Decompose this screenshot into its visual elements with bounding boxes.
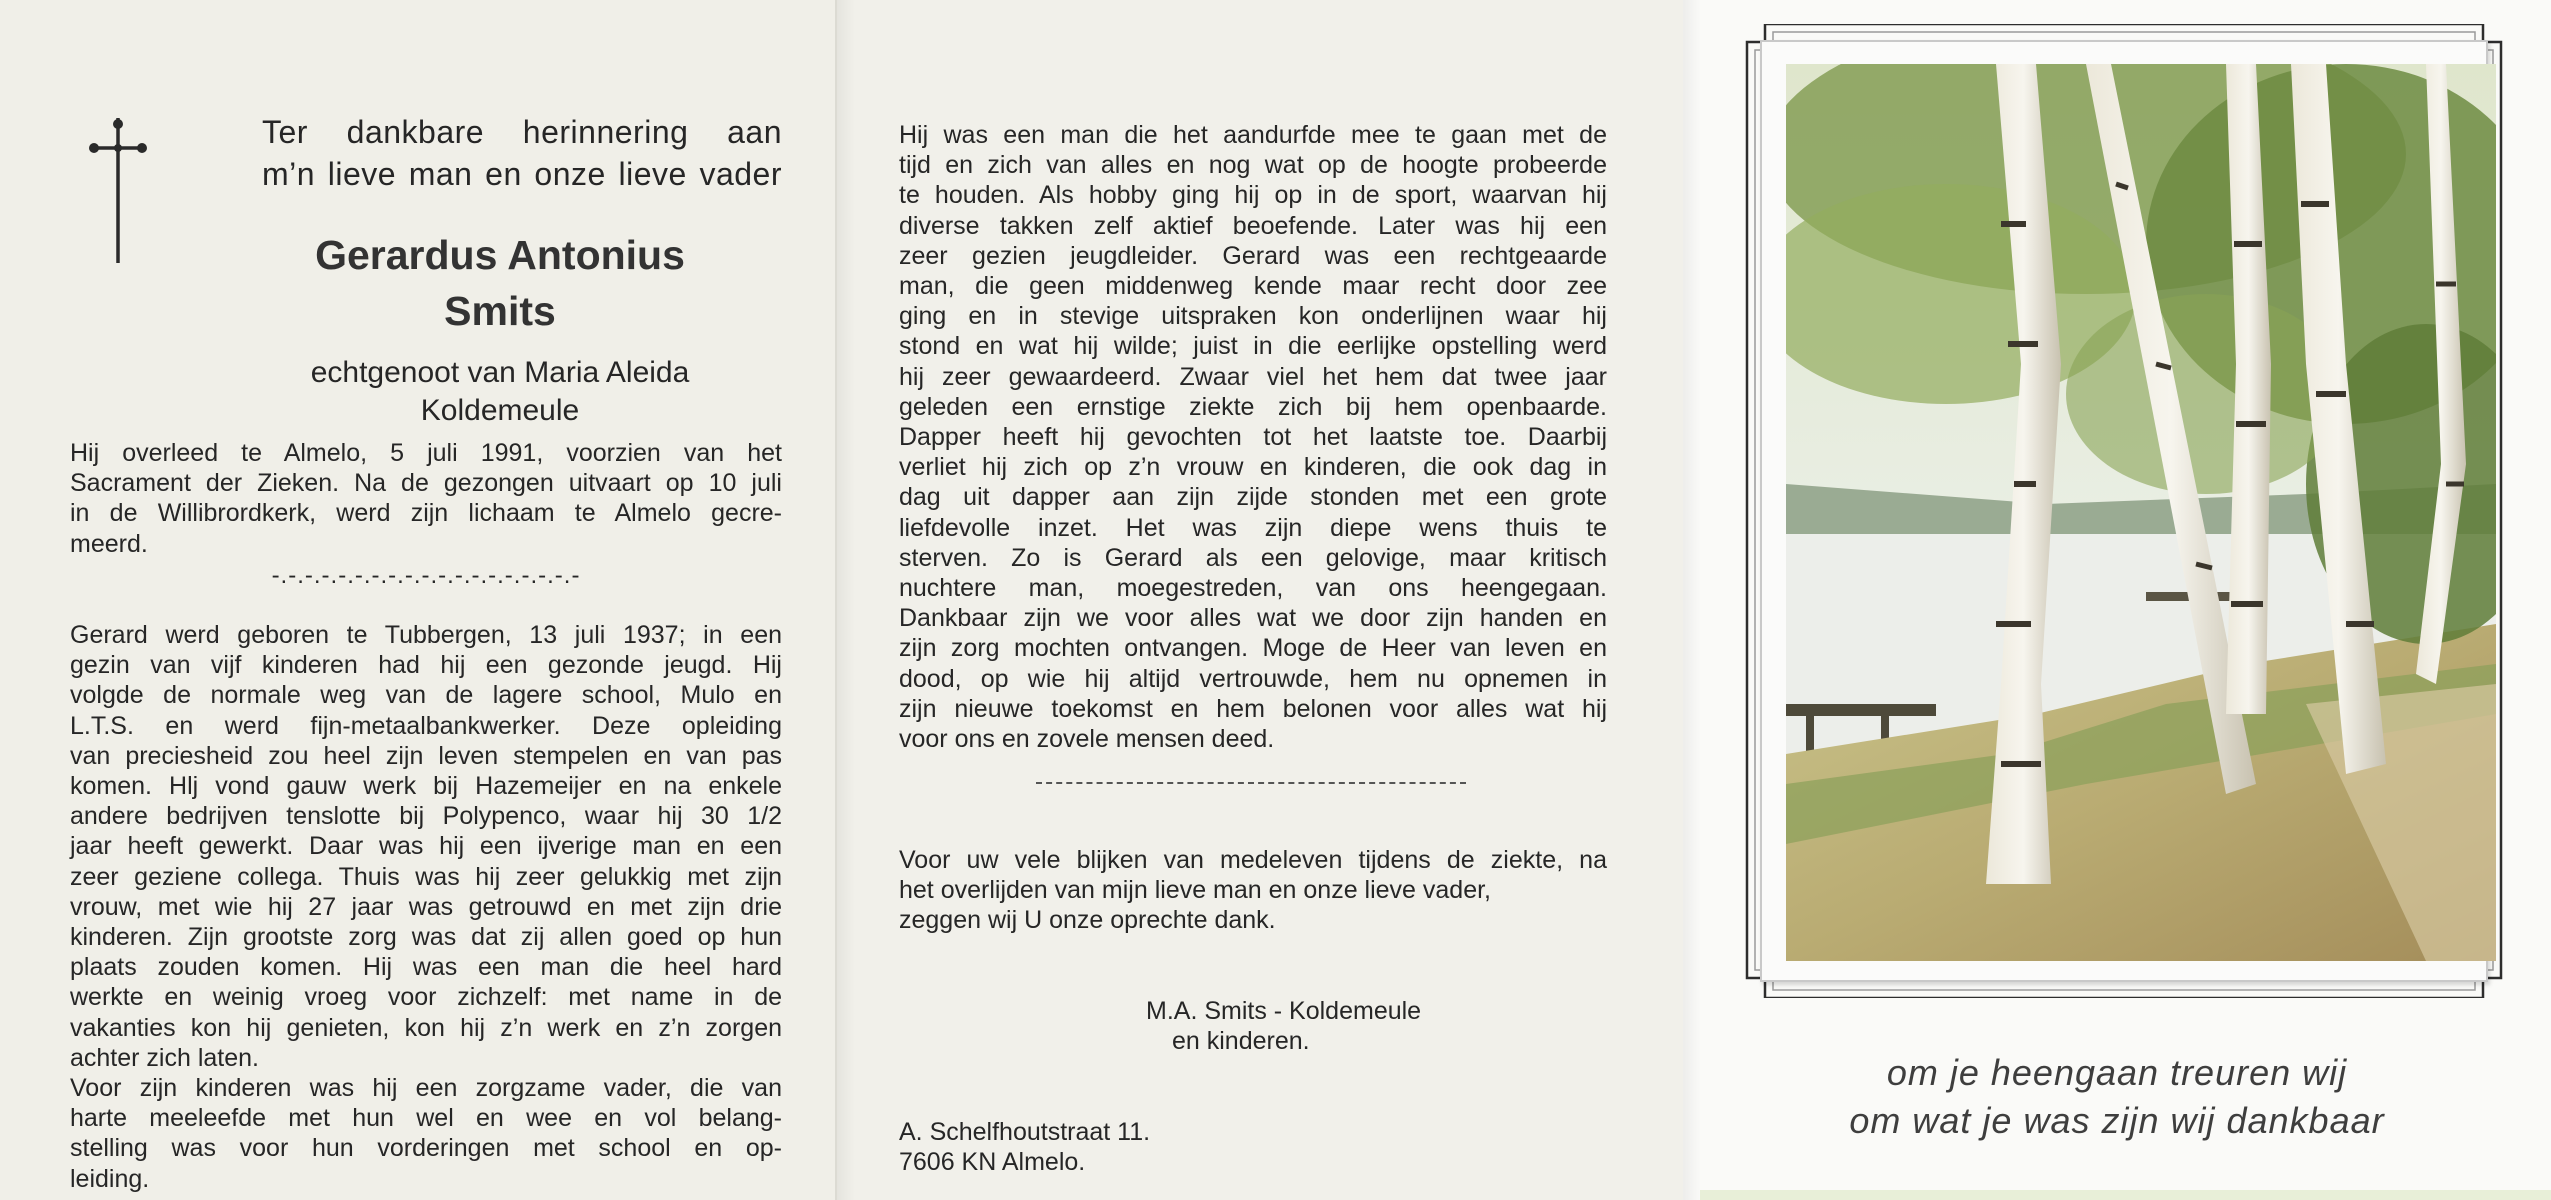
text-line: andere bedrijven tenslotte bij Polypenco, waar hij 30 1/2 [70, 802, 782, 831]
text-line: sterven. Zo is Gerard als een gelovige, maar kritisch [899, 543, 1607, 572]
text-line: vrouw, met wie hij 27 jaar was getrouwd en met zijn drie [70, 892, 782, 921]
text-line: hij zeer gewaardeerd. Zwaar viel het hem dat twee jaar [899, 362, 1607, 391]
text-line: in de Willibrordkerk, werd zijn lichaam te Almelo gecre- [70, 499, 782, 528]
address-city: 7606 KN Almelo. [899, 1148, 1086, 1176]
text-line: van preciesheid zou heel zijn leven stempelen en van pas [70, 741, 782, 770]
text-line: ging en in stevige uitspraken kon onderlijnen waar hij [899, 302, 1607, 331]
text-line: dag uit dapper aan zijn zijde stonden met een grote [899, 483, 1607, 512]
poem-line-2: om wat je was zijn wij dankbaar [1849, 1100, 2385, 1141]
text-line: meerd. [70, 529, 148, 558]
text-line: stond en wat hij wilde; juist in die eerlijke opstelling werd [899, 332, 1607, 361]
fold-shadow [837, 0, 855, 1200]
text-line: voor ons en zovele mensen deed. [899, 725, 1275, 754]
text-line: Voor uw vele blijken van medeleven tijdens de ziekte, na [899, 846, 1607, 874]
text-line: volgde de normale weg van de lagere school, Mulo en [70, 681, 782, 710]
birch-lake-photo [1786, 64, 2496, 961]
text-line: harte meeleefde met hun wel en wee en vol belang- [70, 1104, 782, 1133]
text-line: dood, op wie hij altijd vertrouwde, hem nu opnemen in [899, 664, 1607, 693]
text-line: diverse takken zelf aktief beoefende. Later was hij een [899, 211, 1607, 240]
text-line: tijd en zich van alles en nog wat op de hoogte probeerde [899, 151, 1607, 180]
deceased-surname: Smits [444, 288, 556, 334]
text-line: kinderen. Zijn grootste zorg was dat zij allen goed op hun [70, 923, 782, 952]
cross-icon [88, 118, 148, 263]
text-line: Dapper heeft hij gevochten tot het laatste toe. Daarbij [899, 423, 1607, 452]
signature-name: M.A. Smits - Koldemeule [1146, 997, 1422, 1025]
fold-shadow [1683, 0, 1701, 1200]
deceased-given-names: Gerardus Antonius [315, 232, 685, 278]
text-line: gezin van vijf kinderen had hij een gezonde jeugd. Hij [70, 651, 782, 680]
biography-paragraph [70, 620, 782, 1194]
signature-family: en kinderen. [1172, 1027, 1310, 1055]
intro-line-1: Ter dankbare herinnering aan [262, 114, 782, 150]
text-line: Hij overleed te Almelo, 5 juli 1991, voorzien van het [70, 439, 782, 467]
text-line: Voor zijn kinderen was hij een zorgzame vader, die van [70, 1074, 782, 1103]
text-line: zijn zorg mochten ontvangen. Moge de Heer van leven en [899, 634, 1607, 663]
text-line: Hij was een man die het aandurfde mee te gaan met de [899, 121, 1607, 149]
thanks-paragraph [899, 845, 1607, 936]
text-line: plaats zouden komen. Hij was een man die heel hard [70, 953, 782, 982]
text-line: Gerard werd geboren te Tubbergen, 13 juli 1937; in een [70, 621, 782, 649]
spouse-line-2: Koldemeule [420, 394, 580, 427]
text-line: man, die geen middenweg kende maar recht door zee [899, 272, 1607, 301]
text-line: zeer geziene collega. Thuis was hij zeer gelukkig met zijn [70, 862, 782, 891]
intro-line-2: m’n lieve man en onze lieve vader [262, 156, 782, 192]
text-line: achter zich laten. [70, 1043, 259, 1072]
text-line: zijn nieuwe toekomst en hem belonen voor alles wat hij [899, 694, 1607, 723]
text-line: werkte en weinig vroeg voor zichzelf: met name in de [70, 983, 782, 1012]
text-line: Dankbaar zijn we voor alles wat we door zijn handen en [899, 604, 1607, 633]
text-line: L.T.S. en werd fijn-metaalbankwerker. Deze opleiding [70, 711, 782, 740]
text-line: te houden. Als hobby ging hij op in de sport, waarvan hij [899, 181, 1607, 210]
life-story-paragraph [899, 120, 1607, 754]
death-notice-paragraph [70, 438, 782, 559]
text-line: Sacrament der Zieken. Na de gezongen uitvaart op 10 juli [70, 469, 782, 498]
text-line: verliet hij zich op z’n vrouw en kinderen, die ook dag in [899, 453, 1607, 482]
address-street: A. Schelfhoutstraat 11. [899, 1118, 1151, 1146]
text-line: leiding. [70, 1164, 150, 1193]
text-line: vakanties kon hij genieten, kon hij z’n werk en z’n zorgen [70, 1013, 782, 1042]
card-bottom-edge [1700, 1190, 2551, 1200]
text-line: jaar heeft gewerkt. Daar was hij een ijverige man en een [70, 832, 782, 861]
text-line: komen. Hlj vond gauw werk bij Hazemeijer en na enkele [70, 772, 782, 801]
text-line: liefdevolle inzet. Het was zijn diepe wens thuis te [899, 513, 1607, 542]
spouse-line-1: echtgenoot van Maria Aleida [310, 356, 690, 389]
text-line: geleden een ernstige ziekte zich bij hem openbaarde. [899, 392, 1607, 421]
text-line: zeggen wij U onze oprechte dank. [899, 906, 1276, 935]
dotted-divider: -.-.-.-.-.-.-.-.-.-.-.-.-.-.-.-.-.-.- [271, 562, 581, 589]
text-line: stelling was voor hun vorderingen met school en op- [70, 1134, 782, 1163]
text-line: nuchtere man, moegestreden, van ons heengegaan. [899, 574, 1607, 603]
poem-line-1: om je heengaan treuren wij [1886, 1052, 2348, 1093]
text-line: het overlijden van mijn lieve man en onze lieve vader, [899, 876, 1492, 905]
text-line: zeer gezien jeugdleider. Gerard was een rechtgeaarde [899, 241, 1607, 270]
dashed-divider [1036, 782, 1466, 784]
